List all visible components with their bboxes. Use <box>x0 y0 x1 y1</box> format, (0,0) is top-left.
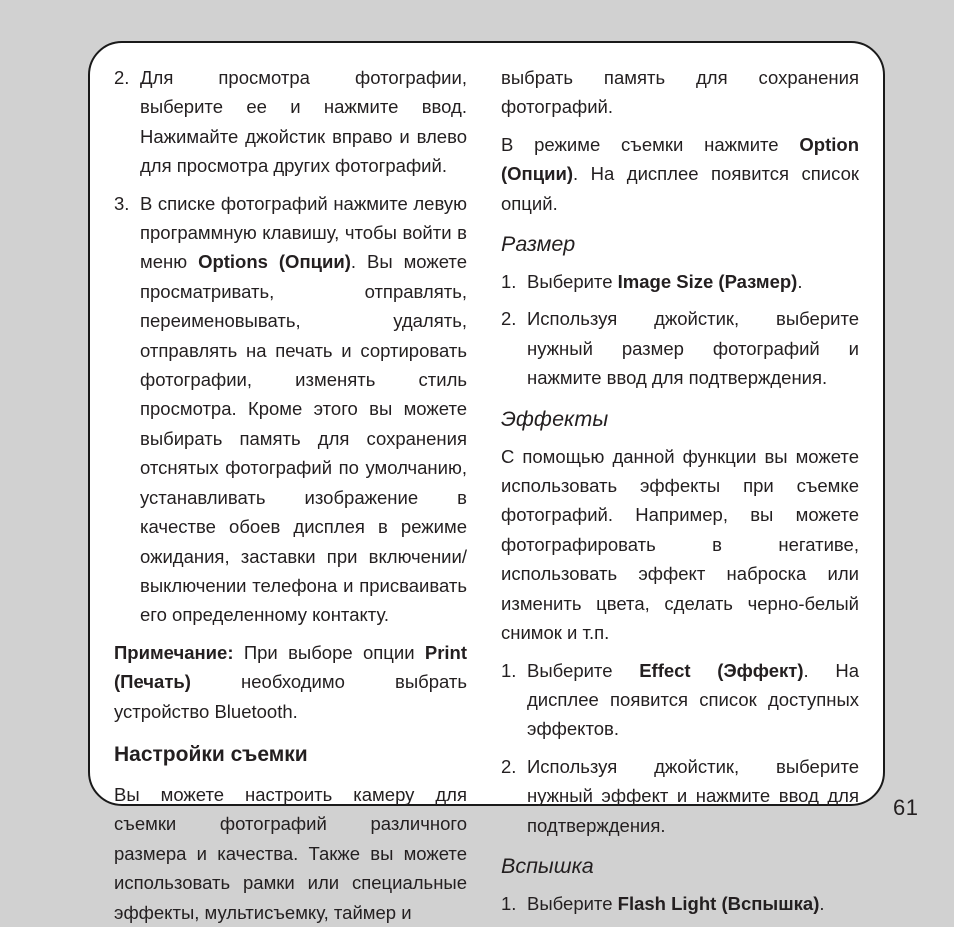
list-item <box>114 189 467 630</box>
list-item <box>501 752 859 840</box>
list-text <box>527 656 859 744</box>
section-heading-shooting-settings: Настройки съемки <box>114 742 308 766</box>
text-run: В режиме съемки нажмите <box>501 133 800 155</box>
text-run: . На дисплее появится список опций. <box>501 163 859 214</box>
list-number: 2. <box>501 755 517 777</box>
bold-term: Print (Печать) <box>114 641 467 693</box>
bold-term: Options (Опции) <box>198 251 351 273</box>
list-text <box>527 889 859 918</box>
option-paragraph <box>501 130 859 218</box>
text-run: . Вы можете просматривать, отправлять, переименовывать, удалять, отправлять на печать и сортировать фотографии, изменять стиль просмотра. Кроме этого вы можете выбирать память для сохранения отснятых фотографий по умолчанию, устанавливать изображение в качестве обоев дисплея в режиме ожидания, заставки при включении/выключении телефона и присваивать его определенному контакту. <box>140 251 467 626</box>
section-heading-effects: Эффекты <box>501 406 609 431</box>
text-run: В списке фотографий нажмите левую программную клавишу, чтобы войти в меню <box>140 192 467 273</box>
list-item <box>501 304 859 392</box>
text-run: . <box>819 892 825 914</box>
list-text: Для просмотра фотографии, выберите ее и нажмите ввод. Нажимайте джойстик вправо и влево для просмотра других фотографий. <box>140 67 467 177</box>
text-run: Выберите <box>527 892 618 914</box>
text-run: Выберите <box>527 271 618 293</box>
section-heading-flash: Вспышка <box>501 853 594 878</box>
bold-term: Flash Light (Вспышка) <box>617 892 820 914</box>
list-number: 1. <box>501 271 517 293</box>
text-run: Выберите <box>527 659 640 681</box>
bold-term: Image Size (Размер) <box>617 271 798 293</box>
list-item <box>501 889 859 918</box>
list-number: 2. <box>114 67 130 88</box>
continuation-paragraph: выбрать память для сохранения фотографий. <box>501 67 859 118</box>
note-label: Примечание: <box>114 641 234 663</box>
bold-term: Effect (Эффект) <box>639 659 804 681</box>
page-number: 61 <box>893 795 919 820</box>
list-number: 1. <box>501 892 517 914</box>
list-text: Используя джойстик, выберите нужный размер фотографий и нажмите ввод для подтверждения. <box>527 308 859 389</box>
list-number: 2. <box>501 308 517 330</box>
bold-term: Option (Опции) <box>501 133 859 185</box>
text-run: необходимо выбрать устройство Bluetooth. <box>114 671 467 722</box>
manual-page <box>88 41 885 923</box>
list-text <box>140 189 467 630</box>
page-columns <box>90 43 883 923</box>
list-number: 1. <box>501 659 517 681</box>
section-heading-size: Размер <box>501 232 576 257</box>
list-item <box>501 267 859 296</box>
text-run: . На дисплее появится список доступных эффектов. <box>527 659 859 740</box>
text-run: . <box>797 271 803 293</box>
list-text <box>527 267 859 296</box>
note-paragraph <box>114 638 467 726</box>
left-column <box>90 63 479 923</box>
list-item <box>501 656 859 744</box>
body-paragraph: Вы можете настроить камеру для съемки фотографий различного размера и качества. Также вы можете использовать рамки или специальные эффекты, мультисъемку, таймер и <box>114 783 467 923</box>
list-item <box>114 63 467 181</box>
text-run: При выборе опции <box>233 641 425 663</box>
list-text: Используя джойстик, выберите нужный эффект и нажмите ввод для подтверждения. <box>527 755 859 836</box>
effects-paragraph: С помощью данной функции вы можете использовать эффекты при съемке фотографий. Например, вы можете фотографировать в негативе, использовать эффект наброска или изменить цвета, сделать черно-белый снимок и т.п. <box>501 445 859 644</box>
list-number: 3. <box>114 192 130 214</box>
right-column <box>479 63 883 914</box>
